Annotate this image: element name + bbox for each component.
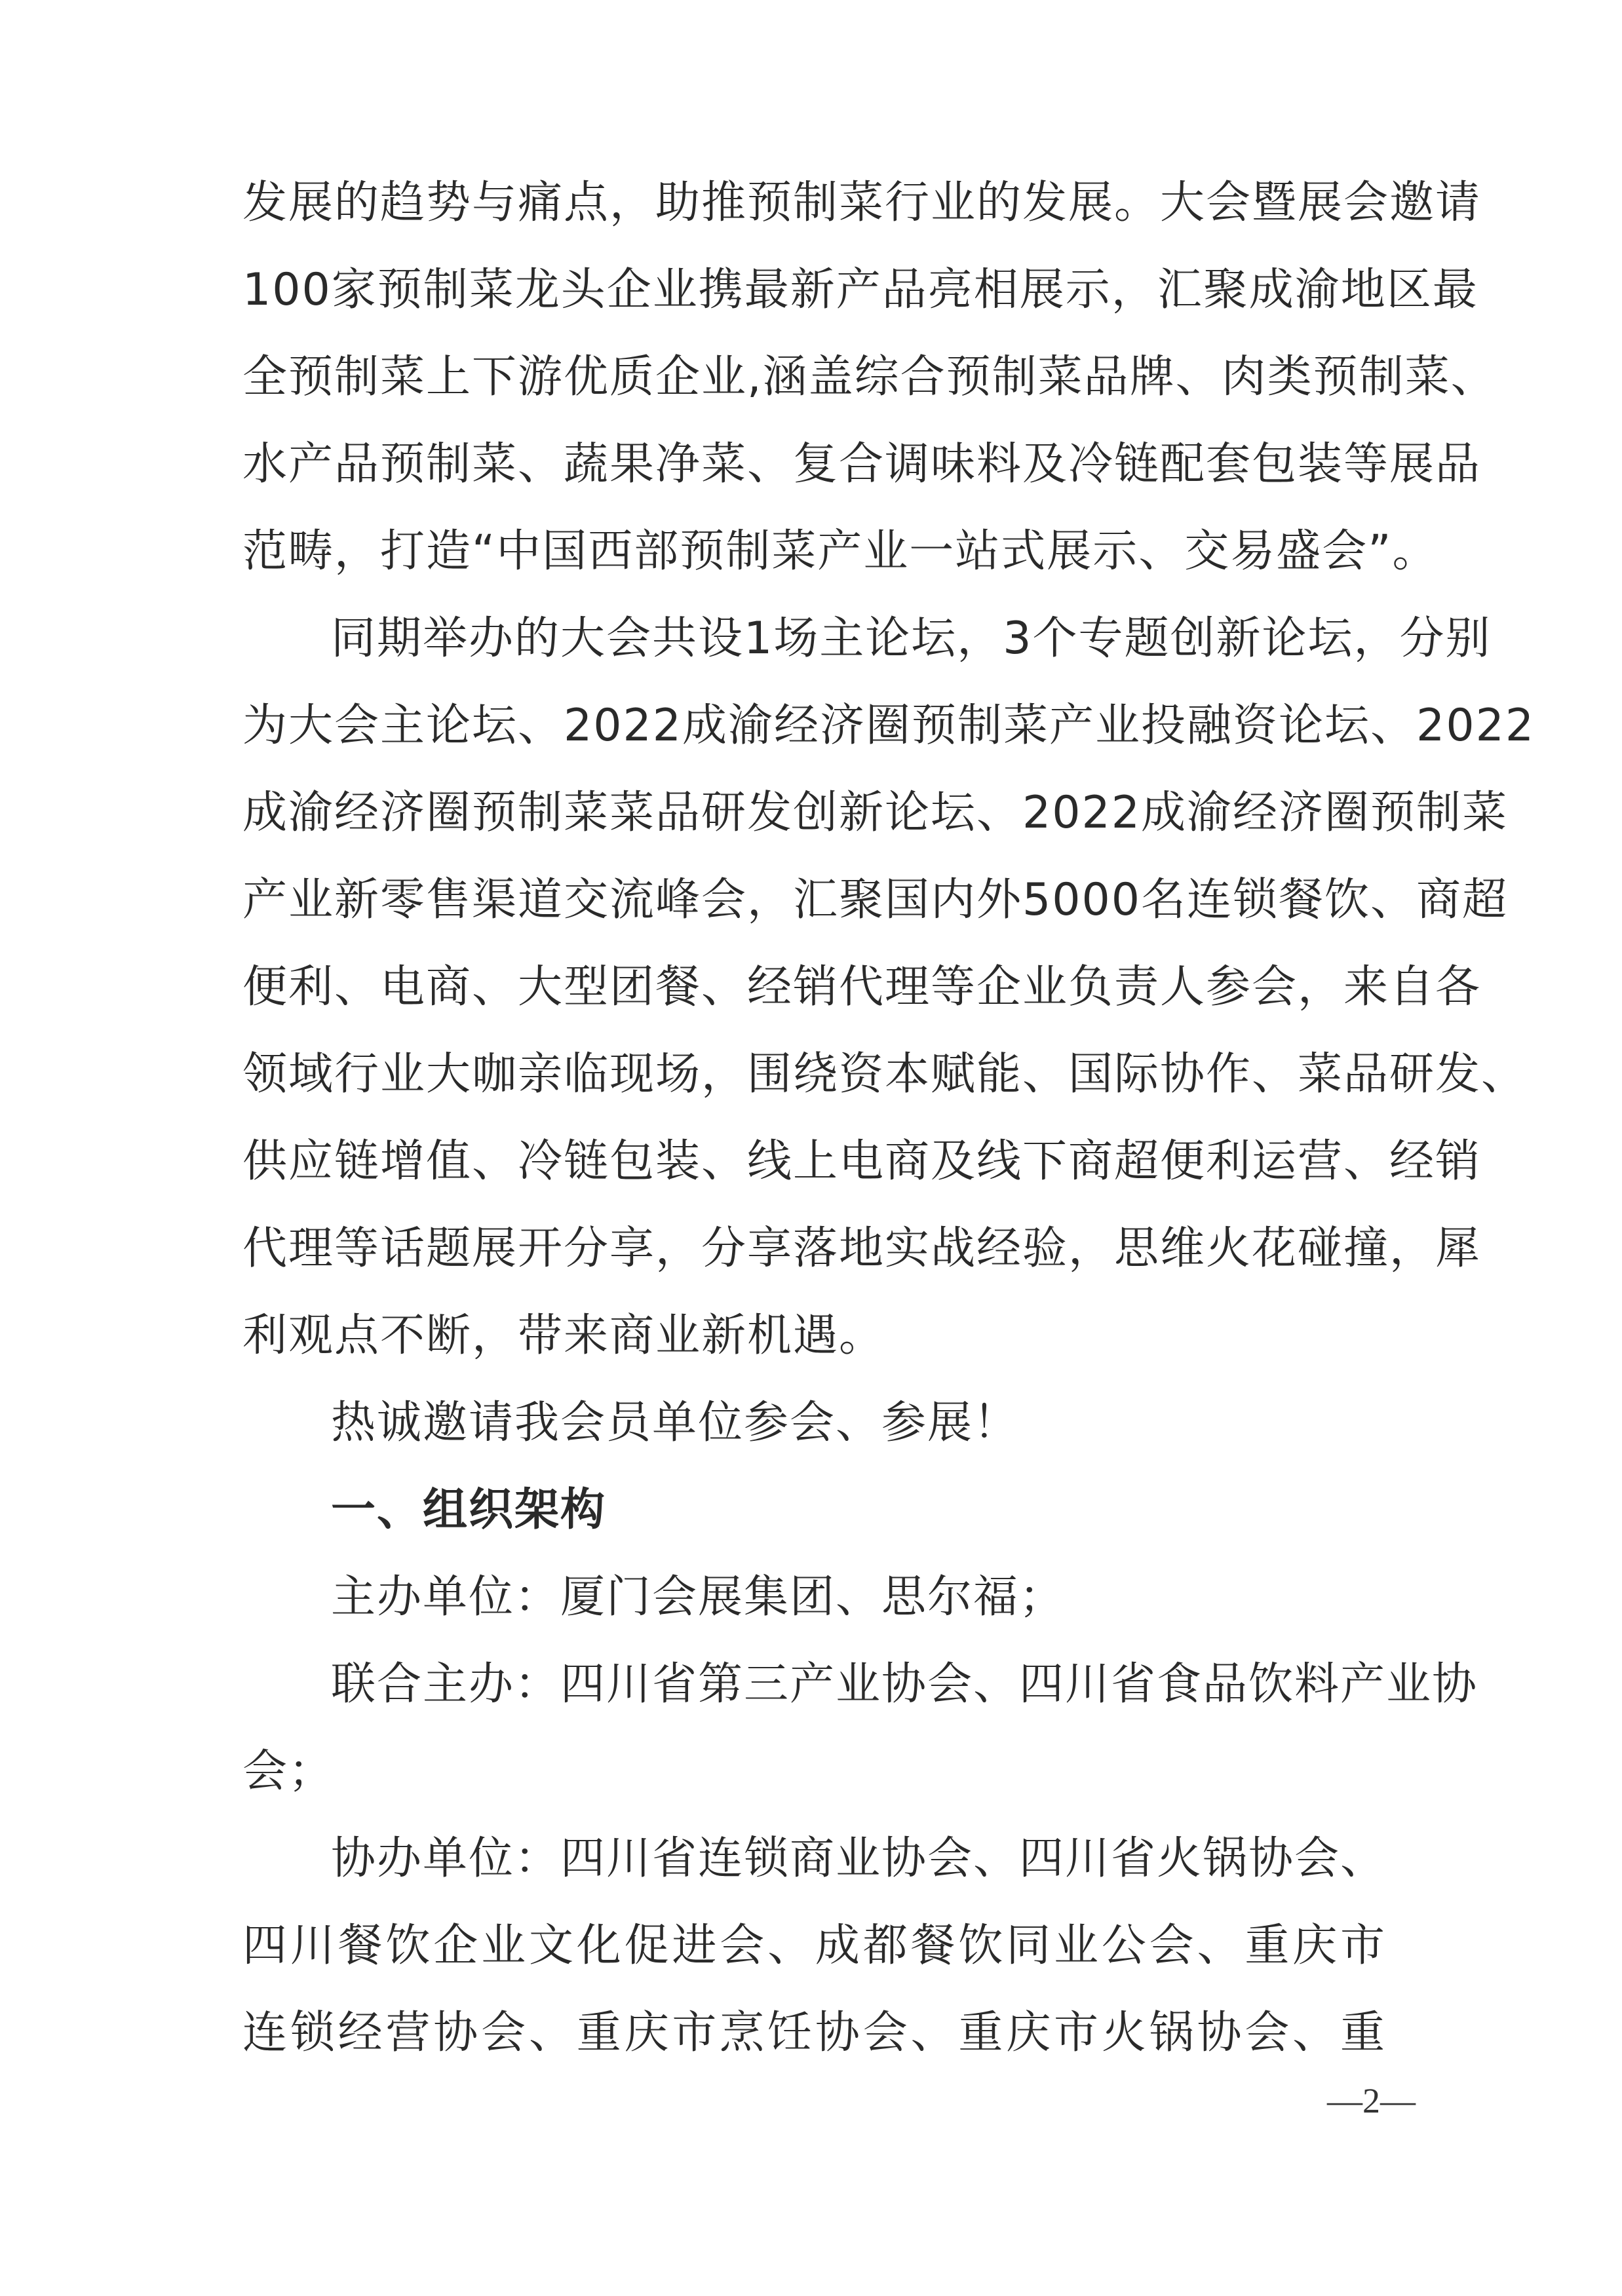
support-units-line-2: 四川餐饮企业文化促进会、成都餐饮同业公会、重庆市 [242,1920,1386,1972]
section-heading-organization: 一、组织架构 [331,1484,607,1536]
paragraph-forums-line-7: 供应链增值、冷链包装、线上电商及线下商超便利运营、经销 [242,1136,1482,1187]
paragraph-forums-line-5: 便利、电商、大型团餐、经销代理等企业负责人参会，来自各 [242,961,1482,1013]
paragraph-exhibition-line-4: 水产品预制菜、蔬果净菜、复合调味料及冷链配套包装等展品 [242,438,1482,490]
paragraph-exhibition-line-5: 范畴，打造“中国西部预制菜产业一站式展示、交易盛会”。 [242,526,1439,577]
co-host-line-1: 联合主办：四川省第三产业协会、四川省食品饮料产业协 [331,1658,1478,1710]
paragraph-forums-line-4: 产业新零售渠道交流峰会，汇聚国内外5000名连锁餐饮、商超 [242,874,1509,926]
support-units-line-1: 协办单位：四川省连锁商业协会、四川省火锅协会、 [331,1833,1387,1885]
co-host-line-2: 会； [242,1746,335,1797]
paragraph-forums-line-6: 领域行业大咖亲临现场，围绕资本赋能、国际协作、菜品研发、 [242,1048,1528,1100]
paragraph-exhibition-line-3: 全预制菜上下游优质企业,涵盖综合预制菜品牌、肉类预制菜、 [242,351,1497,403]
page-number: —2— [1327,2081,1416,2120]
paragraph-invite: 热诚邀请我会员单位参会、参展！ [331,1397,1020,1449]
paragraph-forums-line-8: 代理等话题展开分享，分享落地实战经验，思维火花碰撞，犀 [242,1223,1482,1274]
support-units-line-3: 连锁经营协会、重庆市烹饪协会、重庆市火锅协会、重 [242,2007,1386,2059]
paragraph-exhibition-line-2: 100家预制菜龙头企业携最新产品亮相展示，汇聚成渝地区最 [242,264,1478,316]
host-units: 主办单位：厦门会展集团、思尔福； [331,1571,1066,1623]
paragraph-forums-line-9: 利观点不断，带来商业新机遇。 [242,1310,885,1362]
paragraph-forums-line-2: 为大会主论坛、2022成渝经济圈预制菜产业投融资论坛、2022 [242,700,1535,752]
paragraph-exhibition-line-1: 发展的趋势与痛点，助推预制菜行业的发展。大会暨展会邀请 [242,177,1482,229]
paragraph-forums-line-1: 同期举办的大会共设1场主论坛，3个专题创新论坛，分别 [331,613,1492,664]
paragraph-forums-line-3: 成渝经济圈预制菜菜品研发创新论坛、2022成渝经济圈预制菜 [242,787,1509,839]
